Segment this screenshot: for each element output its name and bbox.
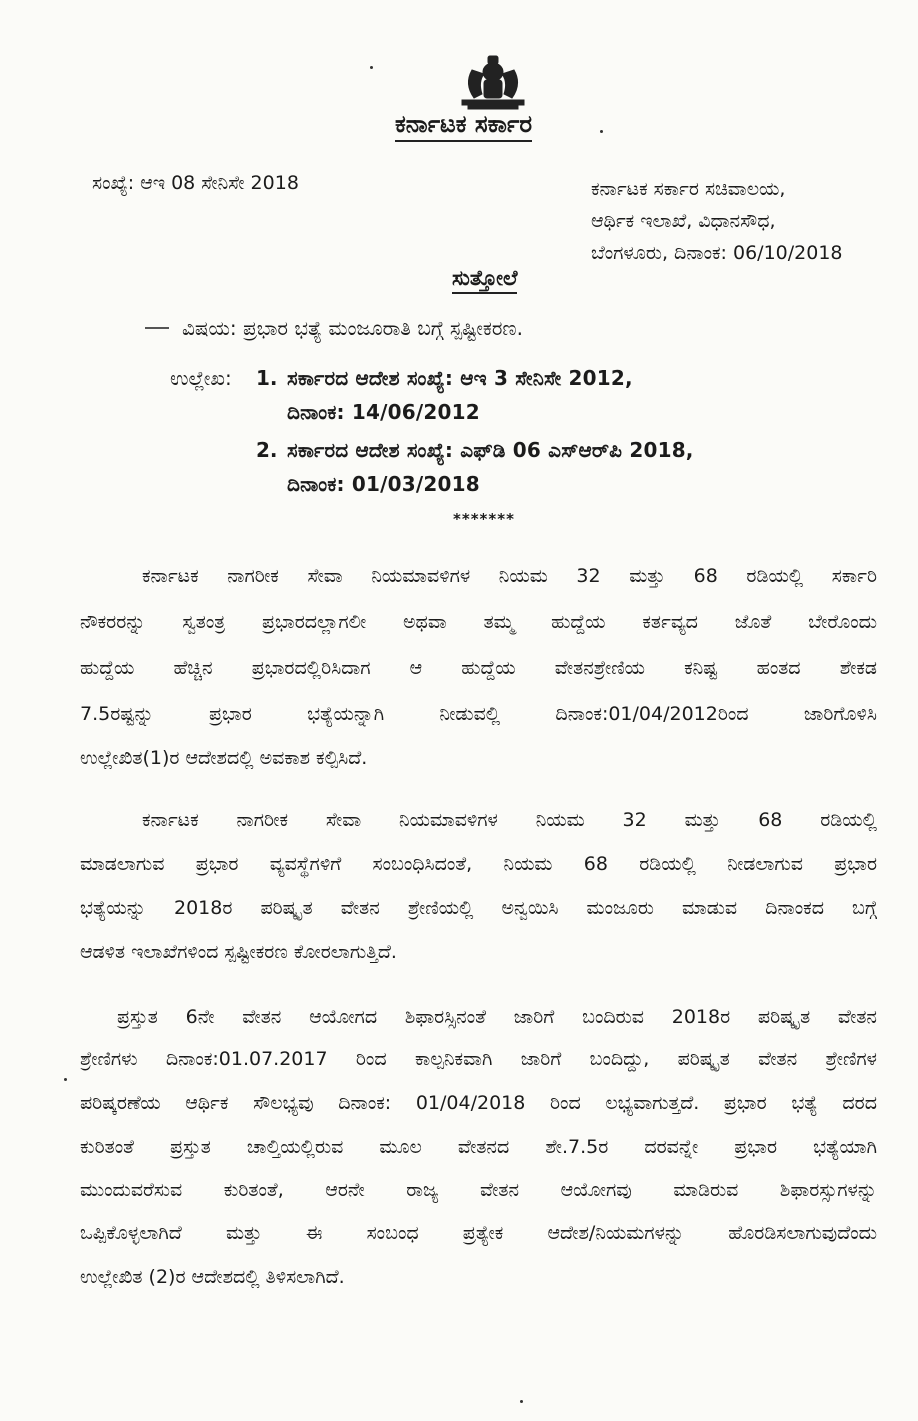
reference-1-number: 1.: [256, 366, 278, 390]
paragraph-1-line: ನೌಕರರನ್ನು ಸ್ವತಂತ್ರ ಪ್ರಭಾರದಲ್ಲಾಗಲೀ ಅಥವಾ ತಮ್ಮ ಹುದ್ದೆಯ ಕರ್ತವ್ಯದ ಜೊತೆ ಬೇರೊಂದು: [80, 611, 877, 633]
scan-speck: [64, 1078, 67, 1081]
paragraph-3-line: ಮುಂದುವರೆಸುವ ಕುರಿತಂತೆ, ಆರನೇ ರಾಜ್ಯ ವೇತನ ಆಯೋಗವು ಮಾಡಿರುವ ಶಿಫಾರಸ್ಸುಗಳನ್ನು: [80, 1179, 877, 1201]
paragraph-3-line: ಒಪ್ಪಿಕೊಳ್ಳಲಾಗಿದೆ ಮತ್ತು ಈ ಸಂಬಂಧ ಪ್ರತ್ಯೇಕ ಆದೇಶ/ನಿಯಮಗಳನ್ನು ಹೊರಡಿಸಲಾಗುವುದೆಂದು: [80, 1222, 877, 1244]
paragraph-3-line: ಉಲ್ಲೇಖಿತ (2)ರ ಆದೇಶದಲ್ಲಿ ತಿಳಿಸಲಾಗಿದೆ.: [80, 1266, 345, 1288]
order-number: ಸಂಖ್ಯೆ: ಆಇ 08 ಸೇನಿಸೇ 2018: [92, 172, 299, 194]
paragraph-3-line: ಪ್ರಸ್ತುತ 6ನೇ ವೇತನ ಆಯೋಗದ ಶಿಫಾರಸ್ಸಿನಂತೆ ಜಾರಿಗೆ ಬಂದಿರುವ 2018ರ ಪರಿಷ್ಕೃತ ವೇತನ: [117, 1006, 877, 1028]
government-header-title: ಕರ್ನಾಟಕ ಸರ್ಕಾರ: [395, 110, 532, 142]
subject-dash: [145, 327, 169, 329]
subject-line: ವಿಷಯ: ಪ್ರಭಾರ ಭತ್ಯೆ ಮಂಜೂರಾತಿ ಬಗ್ಗೆ ಸ್ಪಷ್ಟೀಕರಣ.: [182, 316, 523, 340]
reference-1-line-2: ದಿನಾಂಕ: 14/06/2012: [287, 400, 480, 424]
paragraph-2-line: ಕರ್ನಾಟಕ ನಾಗರೀಕ ಸೇವಾ ನಿಯಮಾವಳಿಗಳ ನಿಯಮ 32 ಮತ್ತು 68 ರಡಿಯಲ್ಲಿ: [142, 809, 877, 831]
paragraph-1-line: 7.5ರಷ್ಟನ್ನು ಪ್ರಭಾರ ಭತ್ಯೆಯನ್ನಾಗಿ ನೀಡುವಲ್ಲಿ ದಿನಾಂಕ:01/04/2012ರಿಂದ ಜಾರಿಗೊಳಿಸಿ: [80, 703, 877, 725]
references-label: ಉಲ್ಲೇಖ:: [170, 366, 232, 390]
circular-title: ಸುತ್ತೋಲೆ: [452, 266, 517, 294]
scan-speck: [370, 66, 373, 69]
paragraph-1-line: ಹುದ್ದೆಯ ಹೆಚ್ಚಿನ ಪ್ರಭಾರದಲ್ಲಿರಿಸಿದಾಗ ಆ ಹುದ್ದೆಯ ವೇತನಶ್ರೇಣಿಯ ಕನಿಷ್ಟ ಹಂತದ ಶೇಕಡ: [80, 657, 877, 679]
paragraph-1-line: ಕರ್ನಾಟಕ ನಾಗರೀಕ ಸೇವಾ ನಿಯಮಾವಳಿಗಳ ನಿಯಮ 32 ಮತ್ತು 68 ರಡಿಯಲ್ಲಿ ಸರ್ಕಾರಿ: [142, 565, 877, 587]
paragraph-3-line: ಪರಿಷ್ಕರಣೆಯ ಆರ್ಥಿಕ ಸೌಲಭ್ಯವು ದಿನಾಂಕ: 01/04/2018 ರಿಂದ ಲಭ್ಯವಾಗುತ್ತದೆ. ಪ್ರಭಾರ ಭತ್ಯೆ ದರದ: [80, 1092, 877, 1114]
paragraph-2-line: ಆಡಳಿತ ಇಲಾಖೆಗಳಿಂದ ಸ್ಪಷ್ಟೀಕರಣ ಕೋರಲಾಗುತ್ತಿದೆ.: [80, 941, 397, 963]
reference-2-line-2: ದಿನಾಂಕ: 01/03/2018: [287, 472, 480, 496]
section-separator: *******: [453, 510, 515, 528]
address-line-2: ಆರ್ಥಿಕ ಇಲಾಖೆ, ವಿಧಾನಸೌಧ,: [591, 210, 776, 232]
reference-2-number: 2.: [256, 438, 278, 462]
paragraph-2-line: ಭತ್ಯೆಯನ್ನು 2018ರ ಪರಿಷ್ಕೃತ ವೇತನ ಶ್ರೇಣಿಯಲ್ಲಿ ಅನ್ವಯಿಸಿ ಮಂಜೂರು ಮಾಡುವ ದಿನಾಂಕದ ಬಗ್ಗೆ: [80, 897, 877, 919]
reference-1-line-1: ಸರ್ಕಾರದ ಆದೇಶ ಸಂಖ್ಯೆ: ಆಇ 3 ಸೇನಿಸೇ 2012,: [287, 366, 633, 390]
paragraph-1-line: ಉಲ್ಲೇಖಿತ(1)ರ ಆದೇಶದಲ್ಲಿ ಅವಕಾಶ ಕಲ್ಪಿಸಿದೆ.: [80, 747, 368, 769]
address-line-1: ಕರ್ನಾಟಕ ಸರ್ಕಾರ ಸಚಿವಾಲಯ,: [591, 178, 786, 200]
paragraph-3-line: ಕುರಿತಂತೆ ಪ್ರಸ್ತುತ ಚಾಲ್ತಿಯಲ್ಲಿರುವ ಮೂಲ ವೇತನದ ಶೇ.7.5ರ ದರವನ್ನೇ ಪ್ರಭಾರ ಭತ್ಯೆಯಾಗಿ: [80, 1136, 877, 1158]
paragraph-3-line: ಶ್ರೇಣಿಗಳು ದಿನಾಂಕ:01.07.2017 ರಿಂದ ಕಾಲ್ಪನಿಕವಾಗಿ ಜಾರಿಗೆ ಬಂದಿದ್ದು, ಪರಿಷ್ಕೃತ ವೇತನ ಶ್ರೇಣಿಗಳ: [80, 1048, 877, 1070]
scan-speck: [600, 130, 603, 133]
reference-2-line-1: ಸರ್ಕಾರದ ಆದೇಶ ಸಂಖ್ಯೆ: ಎಫ್‌ಡಿ 06 ಎಸ್‌ಆರ್‌ಪಿ 2018,: [287, 438, 694, 462]
address-line-3: ಬೆಂಗಳೂರು, ದಿನಾಂಕ: 06/10/2018: [591, 242, 843, 264]
scan-speck: [520, 1400, 523, 1403]
paragraph-2-line: ಮಾಡಲಾಗುವ ಪ್ರಭಾರ ವ್ಯವಸ್ಥೆಗಳಿಗೆ ಸಂಬಂಧಿಸಿದಂತೆ, ನಿಯಮ 68 ರಡಿಯಲ್ಲಿ ನೀಡಲಾಗುವ ಪ್ರಭಾರ: [80, 853, 877, 875]
karnataka-emblem-icon: [454, 50, 532, 112]
